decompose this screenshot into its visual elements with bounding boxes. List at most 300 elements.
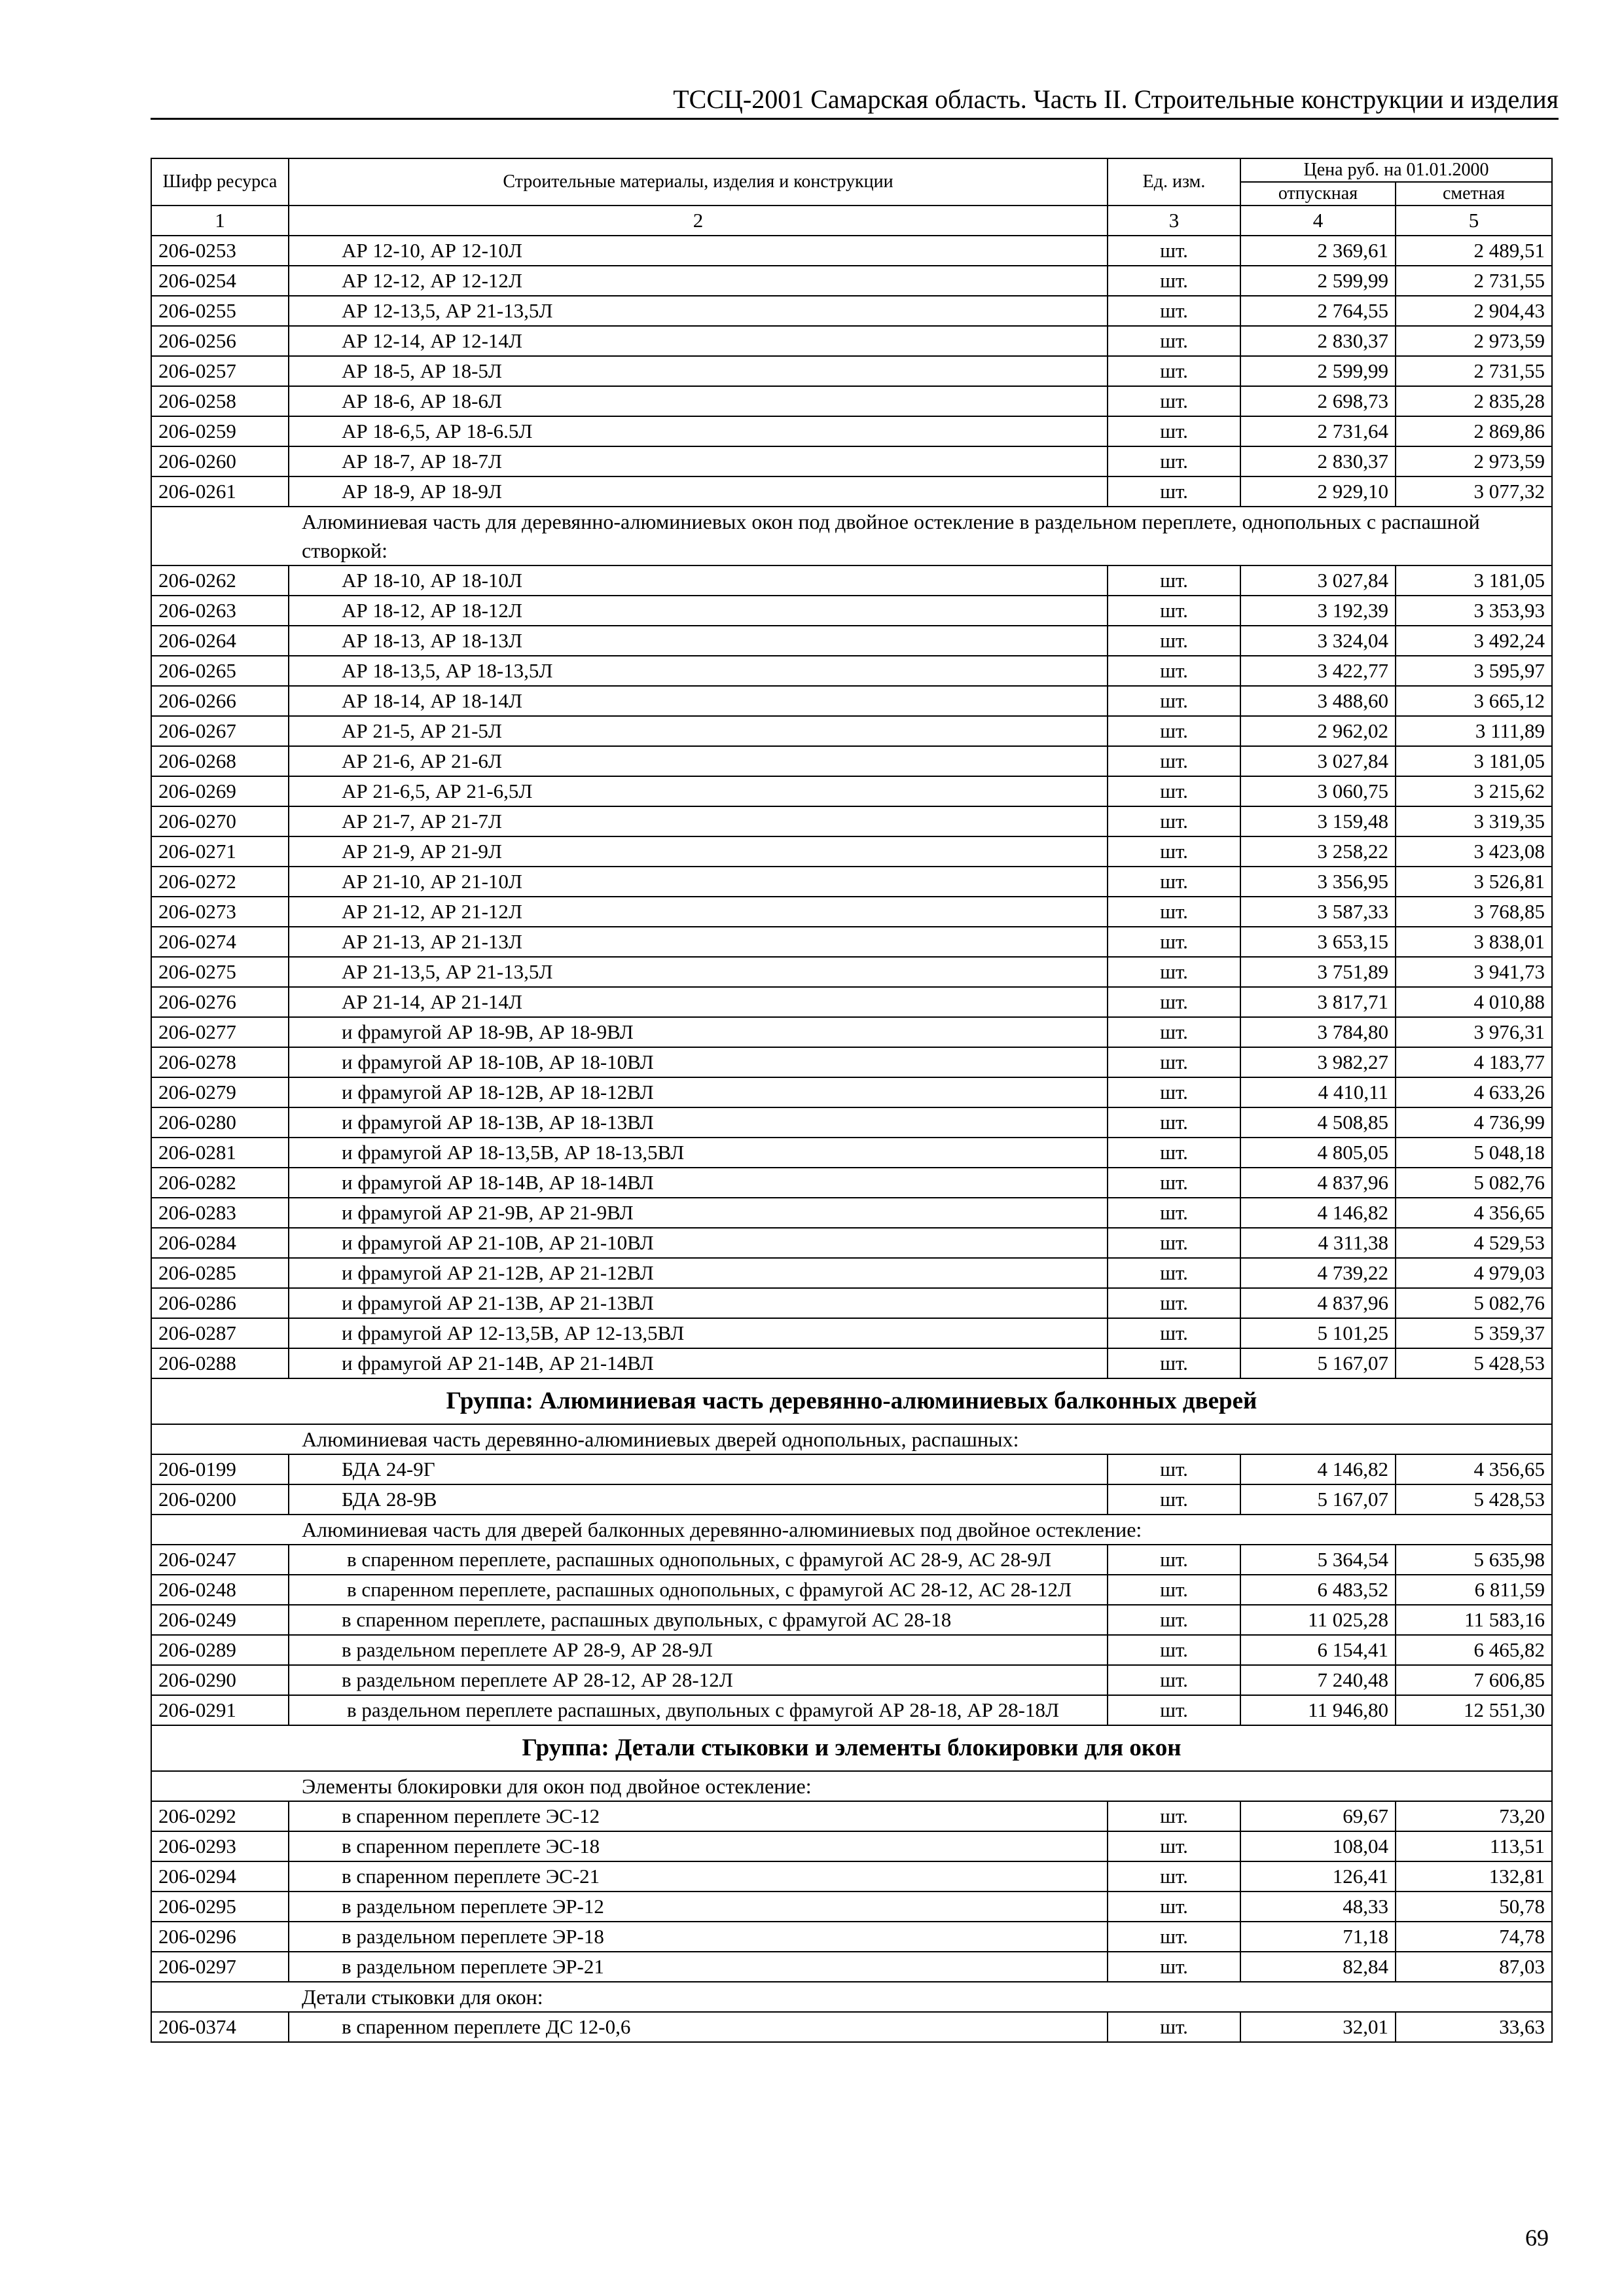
- table-row: [151, 867, 1552, 897]
- unit: шт.: [1108, 656, 1240, 686]
- resource-code: 206-0255: [151, 296, 289, 326]
- release-price: 6 483,52: [1240, 1575, 1396, 1605]
- release-price: 3 192,39: [1240, 596, 1396, 626]
- table-row: [151, 806, 1552, 836]
- resource-code: 206-0263: [151, 596, 289, 626]
- resource-code: 206-0267: [151, 716, 289, 746]
- unit: шт.: [1108, 746, 1240, 776]
- resource-code: 206-0270: [151, 806, 289, 836]
- material-name: в раздельном переплете ЭР-18: [289, 1922, 1108, 1952]
- resource-code: 206-0266: [151, 686, 289, 716]
- estimate-price: 3 526,81: [1396, 867, 1552, 897]
- release-price: 3 422,77: [1240, 656, 1396, 686]
- table-row: [151, 1077, 1552, 1107]
- unit: шт.: [1108, 1605, 1240, 1635]
- unit: шт.: [1108, 1861, 1240, 1892]
- material-name: в раздельном переплете распашных, двупольных с фрамугой АР 28-18, АР 28-18Л: [289, 1695, 1108, 1725]
- estimate-price: 2 835,28: [1396, 386, 1552, 416]
- material-name: АР 18-6, АР 18-6Л: [289, 386, 1108, 416]
- material-name: АР 18-6,5, АР 18-6.5Л: [289, 416, 1108, 446]
- estimate-price: 4 633,26: [1396, 1077, 1552, 1107]
- estimate-price: 3 838,01: [1396, 927, 1552, 957]
- resource-code: 206-0249: [151, 1605, 289, 1635]
- table-row: [151, 326, 1552, 356]
- material-name: и фрамугой АР 12-13,5В, АР 12-13,5ВЛ: [289, 1318, 1108, 1348]
- table-row: [151, 596, 1552, 626]
- material-name: в спаренном переплете ЭС-18: [289, 1831, 1108, 1861]
- material-name: АР 21-9, АР 21-9Л: [289, 836, 1108, 867]
- material-name: АР 21-12, АР 21-12Л: [289, 897, 1108, 927]
- unit: шт.: [1108, 356, 1240, 386]
- release-price: 2 698,73: [1240, 386, 1396, 416]
- material-name: в спаренном переплете, распашных двупольных, с фрамугой АС 28-18: [289, 1605, 1108, 1635]
- table-row: [151, 296, 1552, 326]
- material-name: АР 21-13, АР 21-13Л: [289, 927, 1108, 957]
- running-head: ТССЦ-2001 Самарская область. Часть II. Строительные конструкции и изделия: [673, 84, 1559, 114]
- resource-code: 206-0295: [151, 1892, 289, 1922]
- material-name: АР 12-10, АР 12-10Л: [289, 236, 1108, 266]
- resource-code: 206-0288: [151, 1348, 289, 1378]
- estimate-price: 2 731,55: [1396, 356, 1552, 386]
- estimate-price: 2 489,51: [1396, 236, 1552, 266]
- resource-code: 206-0280: [151, 1107, 289, 1138]
- header-unit: Ед. изм.: [1108, 158, 1240, 206]
- material-name: АР 18-12, АР 18-12Л: [289, 596, 1108, 626]
- resource-code: 206-0290: [151, 1665, 289, 1695]
- release-price: 3 488,60: [1240, 686, 1396, 716]
- table-row: [151, 1952, 1552, 1982]
- estimate-price: 3 111,89: [1396, 716, 1552, 746]
- table-row: [151, 1288, 1552, 1318]
- material-name: АР 21-10, АР 21-10Л: [289, 867, 1108, 897]
- release-price: 3 356,95: [1240, 867, 1396, 897]
- material-name: АР 12-12, АР 12-12Л: [289, 266, 1108, 296]
- unit: шт.: [1108, 1952, 1240, 1982]
- estimate-price: 5 428,53: [1396, 1348, 1552, 1378]
- resource-code: 206-0248: [151, 1575, 289, 1605]
- release-price: 2 929,10: [1240, 476, 1396, 507]
- unit: шт.: [1108, 386, 1240, 416]
- release-price: 2 599,99: [1240, 266, 1396, 296]
- resource-code: 206-0264: [151, 626, 289, 656]
- resource-code: 206-0278: [151, 1047, 289, 1077]
- release-price: 71,18: [1240, 1922, 1396, 1952]
- group-heading: Группа: Детали стыковки и элементы блокировки для окон: [151, 1725, 1552, 1771]
- release-price: 4 146,82: [1240, 1454, 1396, 1484]
- column-number: 5: [1396, 206, 1552, 236]
- header-rule: [151, 118, 1559, 120]
- release-price: 2 369,61: [1240, 236, 1396, 266]
- resource-code: 206-0297: [151, 1952, 289, 1982]
- table-row: [151, 897, 1552, 927]
- table-row: [151, 1348, 1552, 1378]
- estimate-price: 3 492,24: [1396, 626, 1552, 656]
- unit: шт.: [1108, 1348, 1240, 1378]
- table-row: [151, 565, 1552, 596]
- table-row: [151, 1168, 1552, 1198]
- table-row: [151, 836, 1552, 867]
- table-row: [151, 746, 1552, 776]
- resource-code: 206-0256: [151, 326, 289, 356]
- header-row: [151, 158, 1552, 182]
- resource-code: 206-0289: [151, 1635, 289, 1665]
- release-price: 7 240,48: [1240, 1665, 1396, 1695]
- estimate-price: 6 465,82: [1396, 1635, 1552, 1665]
- release-price: 126,41: [1240, 1861, 1396, 1892]
- material-name: в спаренном переплете, распашных однопольных, с фрамугой АС 28-12, АС 28-12Л: [289, 1575, 1108, 1605]
- estimate-price: 5 428,53: [1396, 1484, 1552, 1515]
- material-name: в раздельном переплете АР 28-12, АР 28-12Л: [289, 1665, 1108, 1695]
- unit: шт.: [1108, 1288, 1240, 1318]
- unit: шт.: [1108, 1545, 1240, 1575]
- table-row: [151, 416, 1552, 446]
- estimate-price: 2 973,59: [1396, 326, 1552, 356]
- unit: шт.: [1108, 1138, 1240, 1168]
- table-row: [151, 1318, 1552, 1348]
- resource-code: 206-0275: [151, 957, 289, 987]
- resource-code: 206-0292: [151, 1801, 289, 1831]
- resource-code: 206-0260: [151, 446, 289, 476]
- release-price: 2 962,02: [1240, 716, 1396, 746]
- release-price: 3 027,84: [1240, 746, 1396, 776]
- estimate-price: 3 595,97: [1396, 656, 1552, 686]
- estimate-price: 5 048,18: [1396, 1138, 1552, 1168]
- table-row: [151, 1017, 1552, 1047]
- table-row: [151, 1892, 1552, 1922]
- unit: шт.: [1108, 867, 1240, 897]
- table-row: [151, 386, 1552, 416]
- release-price: 3 060,75: [1240, 776, 1396, 806]
- estimate-price: 33,63: [1396, 2012, 1552, 2042]
- material-name: АР 21-6,5, АР 21-6,5Л: [289, 776, 1108, 806]
- header-name: Строительные материалы, изделия и конструкции: [289, 158, 1108, 206]
- release-price: 6 154,41: [1240, 1635, 1396, 1665]
- unit: шт.: [1108, 927, 1240, 957]
- unit: шт.: [1108, 565, 1240, 596]
- release-price: 2 599,99: [1240, 356, 1396, 386]
- unit: шт.: [1108, 1635, 1240, 1665]
- section-heading-row: [151, 1424, 1552, 1454]
- estimate-price: 3 976,31: [1396, 1017, 1552, 1047]
- unit: шт.: [1108, 1318, 1240, 1348]
- table-row: [151, 1047, 1552, 1077]
- unit: шт.: [1108, 957, 1240, 987]
- column-number-row: [151, 206, 1552, 236]
- release-price: 11 025,28: [1240, 1605, 1396, 1635]
- table-row: [151, 1545, 1552, 1575]
- estimate-price: 5 635,98: [1396, 1545, 1552, 1575]
- release-price: 4 837,96: [1240, 1168, 1396, 1198]
- table-row: [151, 1861, 1552, 1892]
- estimate-price: 2 731,55: [1396, 266, 1552, 296]
- estimate-price: 12 551,30: [1396, 1695, 1552, 1725]
- release-price: 4 146,82: [1240, 1198, 1396, 1228]
- unit: шт.: [1108, 1801, 1240, 1831]
- unit: шт.: [1108, 836, 1240, 867]
- table-row: [151, 656, 1552, 686]
- section-heading: Алюминиевая часть для деревянно-алюминиевых окон под двойное остекление в раздельном переплете, однопольных с распашной створкой:: [151, 507, 1552, 565]
- header-price: Цена руб. на 01.01.2000: [1240, 158, 1552, 182]
- release-price: 3 587,33: [1240, 897, 1396, 927]
- material-name: и фрамугой АР 18-14В, АР 18-14ВЛ: [289, 1168, 1108, 1198]
- material-name: и фрамугой АР 21-14В, АР 21-14ВЛ: [289, 1348, 1108, 1378]
- unit: шт.: [1108, 1695, 1240, 1725]
- unit: шт.: [1108, 446, 1240, 476]
- table-row: [151, 1665, 1552, 1695]
- material-name: в спаренном переплете ДС 12-0,6: [289, 2012, 1108, 2042]
- material-name: и фрамугой АР 21-13В, АР 21-13ВЛ: [289, 1288, 1108, 1318]
- resource-code: 206-0285: [151, 1258, 289, 1288]
- unit: шт.: [1108, 266, 1240, 296]
- unit: шт.: [1108, 1484, 1240, 1515]
- material-name: АР 18-14, АР 18-14Л: [289, 686, 1108, 716]
- material-name: АР 21-6, АР 21-6Л: [289, 746, 1108, 776]
- material-name: в спаренном переплете, распашных однопольных, с фрамугой АС 28-9, АС 28-9Л: [289, 1545, 1108, 1575]
- unit: шт.: [1108, 716, 1240, 746]
- unit: шт.: [1108, 1228, 1240, 1258]
- resource-code: 206-0254: [151, 266, 289, 296]
- table-row: [151, 1228, 1552, 1258]
- estimate-price: 132,81: [1396, 1861, 1552, 1892]
- unit: шт.: [1108, 897, 1240, 927]
- unit: шт.: [1108, 416, 1240, 446]
- resource-code: 206-0247: [151, 1545, 289, 1575]
- estimate-price: 3 077,32: [1396, 476, 1552, 507]
- section-heading: Алюминиевая часть деревянно-алюминиевых дверей однопольных, распашных:: [151, 1424, 1552, 1454]
- estimate-price: 3 768,85: [1396, 897, 1552, 927]
- estimate-price: 3 215,62: [1396, 776, 1552, 806]
- material-name: АР 12-14, АР 12-14Л: [289, 326, 1108, 356]
- estimate-price: 2 973,59: [1396, 446, 1552, 476]
- unit: шт.: [1108, 1922, 1240, 1952]
- estimate-price: 2 904,43: [1396, 296, 1552, 326]
- estimate-price: 11 583,16: [1396, 1605, 1552, 1635]
- resource-code: 206-0291: [151, 1695, 289, 1725]
- estimate-price: 5 359,37: [1396, 1318, 1552, 1348]
- table-row: [151, 476, 1552, 507]
- column-number: 1: [151, 206, 289, 236]
- material-name: и фрамугой АР 18-9В, АР 18-9ВЛ: [289, 1017, 1108, 1047]
- resource-code: 206-0273: [151, 897, 289, 927]
- table-row: [151, 1258, 1552, 1288]
- estimate-price: 2 869,86: [1396, 416, 1552, 446]
- material-name: и фрамугой АР 18-13,5В, АР 18-13,5ВЛ: [289, 1138, 1108, 1168]
- estimate-price: 5 082,76: [1396, 1288, 1552, 1318]
- table-row: [151, 987, 1552, 1017]
- resource-code: 206-0374: [151, 2012, 289, 2042]
- material-name: и фрамугой АР 18-10В, АР 18-10ВЛ: [289, 1047, 1108, 1077]
- table-row: [151, 2012, 1552, 2042]
- estimate-price: 3 181,05: [1396, 746, 1552, 776]
- unit: шт.: [1108, 1077, 1240, 1107]
- material-name: АР 12-13,5, АР 21-13,5Л: [289, 296, 1108, 326]
- resource-code: 206-0258: [151, 386, 289, 416]
- resource-code: 206-0282: [151, 1168, 289, 1198]
- material-name: АР 21-7, АР 21-7Л: [289, 806, 1108, 836]
- resource-code: 206-0272: [151, 867, 289, 897]
- material-name: в раздельном переплете ЭР-12: [289, 1892, 1108, 1922]
- estimate-price: 4 356,65: [1396, 1198, 1552, 1228]
- unit: шт.: [1108, 1168, 1240, 1198]
- section-heading: Алюминиевая часть для дверей балконных деревянно-алюминиевых под двойное остекление:: [151, 1515, 1552, 1545]
- material-name: в раздельном переплете АР 28-9, АР 28-9Л: [289, 1635, 1108, 1665]
- resource-code: 206-0283: [151, 1198, 289, 1228]
- unit: шт.: [1108, 2012, 1240, 2042]
- estimate-price: 3 665,12: [1396, 686, 1552, 716]
- unit: шт.: [1108, 296, 1240, 326]
- table-row: [151, 1605, 1552, 1635]
- release-price: 3 817,71: [1240, 987, 1396, 1017]
- release-price: 4 837,96: [1240, 1288, 1396, 1318]
- release-price: 5 364,54: [1240, 1545, 1396, 1575]
- material-name: БДА 28-9В: [289, 1484, 1108, 1515]
- release-price: 3 027,84: [1240, 565, 1396, 596]
- material-name: АР 18-13, АР 18-13Л: [289, 626, 1108, 656]
- column-number: 3: [1108, 206, 1240, 236]
- estimate-price: 87,03: [1396, 1952, 1552, 1982]
- resource-code: 206-0268: [151, 746, 289, 776]
- release-price: 48,33: [1240, 1892, 1396, 1922]
- release-price: 3 653,15: [1240, 927, 1396, 957]
- unit: шт.: [1108, 1017, 1240, 1047]
- resource-code: 206-0274: [151, 927, 289, 957]
- section-heading-row: [151, 1982, 1552, 2012]
- resource-code: 206-0269: [151, 776, 289, 806]
- material-name: в спаренном переплете ЭС-21: [289, 1861, 1108, 1892]
- table-row: [151, 1635, 1552, 1665]
- table-row: [151, 1831, 1552, 1861]
- material-name: и фрамугой АР 21-12В, АР 21-12ВЛ: [289, 1258, 1108, 1288]
- release-price: 2 764,55: [1240, 296, 1396, 326]
- release-price: 2 830,37: [1240, 446, 1396, 476]
- resource-code: 206-0200: [151, 1484, 289, 1515]
- release-price: 11 946,80: [1240, 1695, 1396, 1725]
- table-row: [151, 1484, 1552, 1515]
- estimate-price: 4 010,88: [1396, 987, 1552, 1017]
- estimate-price: 74,78: [1396, 1922, 1552, 1952]
- unit: шт.: [1108, 1575, 1240, 1605]
- unit: шт.: [1108, 1047, 1240, 1077]
- release-price: 2 830,37: [1240, 326, 1396, 356]
- header-estimate-price: сметная: [1396, 182, 1552, 206]
- material-name: и фрамугой АР 21-10В, АР 21-10ВЛ: [289, 1228, 1108, 1258]
- unit: шт.: [1108, 1258, 1240, 1288]
- table-row: [151, 776, 1552, 806]
- material-name: в раздельном переплете ЭР-21: [289, 1952, 1108, 1982]
- estimate-price: 3 423,08: [1396, 836, 1552, 867]
- release-price: 4 805,05: [1240, 1138, 1396, 1168]
- resource-code: 206-0265: [151, 656, 289, 686]
- unit: шт.: [1108, 1454, 1240, 1484]
- estimate-price: 73,20: [1396, 1801, 1552, 1831]
- table-row: [151, 236, 1552, 266]
- release-price: 3 159,48: [1240, 806, 1396, 836]
- table-row: [151, 1107, 1552, 1138]
- resource-code: 206-0287: [151, 1318, 289, 1348]
- group-heading-row: [151, 1725, 1552, 1771]
- estimate-price: 3 353,93: [1396, 596, 1552, 626]
- column-number: 4: [1240, 206, 1396, 236]
- table-row: [151, 1695, 1552, 1725]
- unit: шт.: [1108, 476, 1240, 507]
- group-heading-row: [151, 1378, 1552, 1424]
- resource-code: 206-0277: [151, 1017, 289, 1047]
- estimate-price: 5 082,76: [1396, 1168, 1552, 1198]
- material-name: в спаренном переплете ЭС-12: [289, 1801, 1108, 1831]
- material-name: АР 18-9, АР 18-9Л: [289, 476, 1108, 507]
- release-price: 32,01: [1240, 2012, 1396, 2042]
- table-row: [151, 957, 1552, 987]
- estimate-price: 3 319,35: [1396, 806, 1552, 836]
- unit: шт.: [1108, 1107, 1240, 1138]
- estimate-price: 113,51: [1396, 1831, 1552, 1861]
- release-price: 69,67: [1240, 1801, 1396, 1831]
- section-heading: Детали стыковки для окон:: [151, 1982, 1552, 2012]
- estimate-price: 4 356,65: [1396, 1454, 1552, 1484]
- header-release-price: отпускная: [1240, 182, 1396, 206]
- release-price: 3 751,89: [1240, 957, 1396, 987]
- estimate-price: 4 736,99: [1396, 1107, 1552, 1138]
- unit: шт.: [1108, 1198, 1240, 1228]
- resource-code: 206-0271: [151, 836, 289, 867]
- column-number: 2: [289, 206, 1108, 236]
- release-price: 5 167,07: [1240, 1484, 1396, 1515]
- estimate-price: 4 183,77: [1396, 1047, 1552, 1077]
- resource-code: 206-0284: [151, 1228, 289, 1258]
- release-price: 4 311,38: [1240, 1228, 1396, 1258]
- release-price: 4 508,85: [1240, 1107, 1396, 1138]
- resource-code: 206-0257: [151, 356, 289, 386]
- material-name: АР 18-5, АР 18-5Л: [289, 356, 1108, 386]
- resource-code: 206-0259: [151, 416, 289, 446]
- material-name: АР 18-10, АР 18-10Л: [289, 565, 1108, 596]
- resource-code: 206-0261: [151, 476, 289, 507]
- table-row: [151, 1801, 1552, 1831]
- material-name: АР 21-14, АР 21-14Л: [289, 987, 1108, 1017]
- estimate-price: 4 529,53: [1396, 1228, 1552, 1258]
- page-number: 69: [1525, 2225, 1549, 2251]
- unit: шт.: [1108, 1892, 1240, 1922]
- unit: шт.: [1108, 776, 1240, 806]
- estimate-price: 7 606,85: [1396, 1665, 1552, 1695]
- release-price: 82,84: [1240, 1952, 1396, 1982]
- resource-code: 206-0296: [151, 1922, 289, 1952]
- resource-code: 206-0262: [151, 565, 289, 596]
- section-heading-row: [151, 1515, 1552, 1545]
- table-row: [151, 356, 1552, 386]
- price-table: [151, 158, 1553, 2043]
- group-heading: Группа: Алюминиевая часть деревянно-алюминиевых балконных дверей: [151, 1378, 1552, 1424]
- release-price: 4 410,11: [1240, 1077, 1396, 1107]
- estimate-price: 3 181,05: [1396, 565, 1552, 596]
- unit: шт.: [1108, 686, 1240, 716]
- resource-code: 206-0279: [151, 1077, 289, 1107]
- resource-code: 206-0294: [151, 1861, 289, 1892]
- resource-code: 206-0281: [151, 1138, 289, 1168]
- resource-code: 206-0199: [151, 1454, 289, 1484]
- release-price: 108,04: [1240, 1831, 1396, 1861]
- unit: шт.: [1108, 596, 1240, 626]
- release-price: 4 739,22: [1240, 1258, 1396, 1288]
- material-name: и фрамугой АР 21-9В, АР 21-9ВЛ: [289, 1198, 1108, 1228]
- material-name: АР 21-5, АР 21-5Л: [289, 716, 1108, 746]
- resource-code: 206-0276: [151, 987, 289, 1017]
- unit: шт.: [1108, 987, 1240, 1017]
- header-code: Шифр ресурса: [151, 158, 289, 206]
- table-row: [151, 1198, 1552, 1228]
- table-row: [151, 266, 1552, 296]
- unit: шт.: [1108, 1665, 1240, 1695]
